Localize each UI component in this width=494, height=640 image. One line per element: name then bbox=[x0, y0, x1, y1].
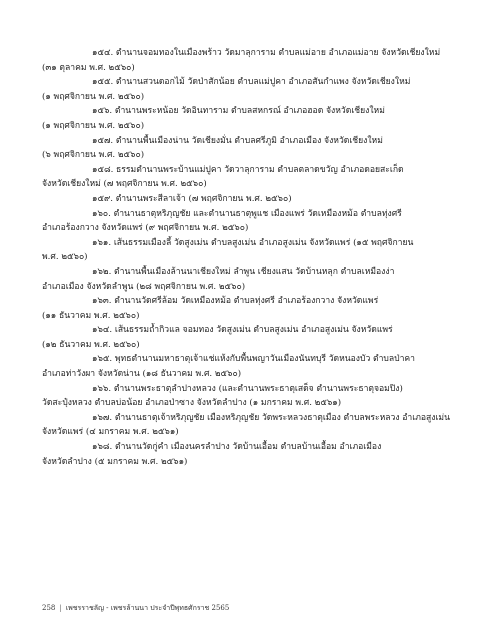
page-number: 258 bbox=[42, 604, 56, 612]
entry-text: ๑๕๙. ตำนานพระสีลาเจ้า (๗ พฤศจิกายน พ.ศ. ๒๕๖๐) bbox=[92, 193, 292, 204]
list-item bbox=[42, 236, 454, 265]
entry-text: ๑๕๖. ตำนานพระหน้อย วัดอินทาราม ตำบลสหกรณ์ อำเภอฮอด จังหวัดเชียงใหม่ bbox=[92, 106, 385, 117]
entry-continuation: จังหวัดแพร่ (๔ มกราคม พ.ศ. ๒๕๖๑) bbox=[42, 427, 179, 438]
list-item bbox=[42, 207, 454, 236]
list-item bbox=[42, 75, 454, 104]
entry-text: ๑๖๔. เส้นธรรมถ้ำกิวแล จอมทอง วัดสูงเม่น ตำบลสูงเม่น อำเภอสูงเม่น จังหวัดแพร่ bbox=[92, 325, 393, 336]
entry-text: ๑๕๔. ตำนานจอมทองในเมืองพร้าว วัดมาลุการาม ตำบลแม่อาย อำเภอแม่อาย จังหวัดเชียงใหม่ bbox=[92, 48, 441, 58]
list-item bbox=[42, 265, 454, 294]
entry-continuation: อำเภอท่าวังผา จังหวัดน่าน (๑๘ ธันวาคม พ.ศ. ๒๕๖๐) bbox=[42, 369, 242, 380]
entry-continuation: จังหวัดเชียงใหม่ (๗ พฤศจิกายน พ.ศ. ๒๕๖๐) bbox=[42, 179, 207, 190]
entry-text: ๑๖๒. ตำนานพื้นเมืองล้านนาเชียงใหม่ ลำพูน เชียงแสน วัดบ้านหลุก ตำบลเหมืองง่า bbox=[92, 266, 395, 277]
entry-continuation: (๖ พฤศจิกายน พ.ศ. ๒๕๖๐) bbox=[42, 150, 145, 161]
entry-continuation: วัดสะปุ๋งหลวง ตำบลบ่อน้อย อำเภอป่าซาง จังหวัดลำปาง (๑ มกราคม พ.ศ. ๒๕๖๑) bbox=[42, 398, 342, 409]
entry-text: ๑๖๑. เส้นธรรมเมืองลี้ วัดสูงเม่น ตำบลสูงเม่น อำเภอสูงเม่น จังหวัดแพร่ (๑๕ พฤศจิกายน bbox=[92, 237, 414, 248]
entry-text: ๑๖๓. ตำนานวัดศรีล้อม วัดเหมืองหม้อ ตำบลทุ่งศรี อำเภอร้องกวาง จังหวัดแพร่ bbox=[92, 296, 379, 307]
list-item bbox=[42, 192, 454, 207]
list-item bbox=[42, 294, 454, 323]
entry-continuation: (๑๑ ธันวาคม พ.ศ. ๒๕๖๐) bbox=[42, 310, 140, 321]
list-item bbox=[42, 323, 454, 352]
list-item bbox=[42, 46, 454, 75]
list-item bbox=[42, 382, 454, 411]
entry-text: ๑๕๘. ธรรมตำนานพระบ้านแม่ปูคา วัดวาลุการาม ตำบลตลาดขวัญ อำเภอดอยสะเก็ด bbox=[92, 164, 404, 175]
entry-continuation: อำเภอร้องกวาง จังหวัดแพร่ (๙ พฤศจิกายน พ.ศ. ๒๕๖๐) bbox=[42, 223, 249, 234]
list-item bbox=[42, 352, 454, 381]
entry-continuation: (๓๑ ตุลาคม พ.ศ. ๒๕๖๐) bbox=[42, 62, 135, 73]
page-footer bbox=[42, 603, 229, 614]
entry-text: ๑๖๕. พุทธตำนานมหาธาตุเจ้าแช่แห้งกับพื้นพญาวันเมืองนันทบุรี วัดหนองบัว ตำบลป่าคา bbox=[92, 354, 415, 365]
entry-text: ๑๕๕. ตำนานสวนดอกไม้ วัดป่าสักน้อย ตำบลแม่ปูคา อำเภอสันกำแพง จังหวัดเชียงใหม่ bbox=[92, 77, 411, 88]
footer-separator: | bbox=[59, 604, 62, 612]
entry-text: ๑๖๘. ตำนานวัดกู่คำ เมืองนครลำปาง วัดบ้านเอื้อม ตำบลบ้านเอื้อม อำเภอเมือง bbox=[92, 442, 382, 453]
entry-continuation: อำเภอเมือง จังหวัดลำพูน (๒๘ พฤศจิกายน พ.ศ. ๒๕๖๐) bbox=[42, 281, 246, 292]
entry-text: ๑๖๖. ตำนานพระธาตุลำปางหลวง (และตำนานพระธาตุเสด็จ ตำนานพระธาตุจอมปิง) bbox=[92, 383, 403, 394]
list-item bbox=[42, 134, 454, 163]
entry-text: ๑๖๗. ตำนานธาตุเจ้าหริภุญชัย เมืองหริภุญชัย วัดพระหลวงธาตุเมือง ตำบลพระหลวง อำเภอสูงเม่น bbox=[92, 412, 450, 423]
entry-continuation: (๑๒ ธันวาคม พ.ศ. ๒๕๖๐) bbox=[42, 339, 140, 350]
entry-continuation: พ.ศ. ๒๕๖๐) bbox=[42, 252, 88, 263]
list-item bbox=[42, 104, 454, 133]
entry-text: ๑๕๗. ตำนานพื้นเมืองน่าน วัดเชียงมั่น ตำบลศรีภูมิ อำเภอเมือง จังหวัดเชียงใหม่ bbox=[92, 135, 383, 146]
entry-continuation: จังหวัดลำปาง (๕ มกราคม พ.ศ. ๒๕๖๑) bbox=[42, 456, 188, 467]
entry-list bbox=[42, 46, 454, 469]
list-item bbox=[42, 411, 454, 440]
list-item bbox=[42, 440, 454, 469]
entry-continuation: (๑ พฤศจิกายน พ.ศ. ๒๕๖๐) bbox=[42, 120, 145, 131]
entry-text: ๑๖๐. ตำนานธาตุหริภุญชัย และตำนานธาตุพูแช เมืองแพร่ วัดเหมืองหม้อ ตำบลทุ่งศรี bbox=[92, 208, 402, 219]
footer-title: เพชรราชลัญ - เพชรล้านนา ประจำปีพุทธศักราช 2565 bbox=[65, 604, 230, 612]
entry-continuation: (๑ พฤศจิกายน พ.ศ. ๒๕๖๐) bbox=[42, 91, 145, 102]
list-item bbox=[42, 163, 454, 192]
